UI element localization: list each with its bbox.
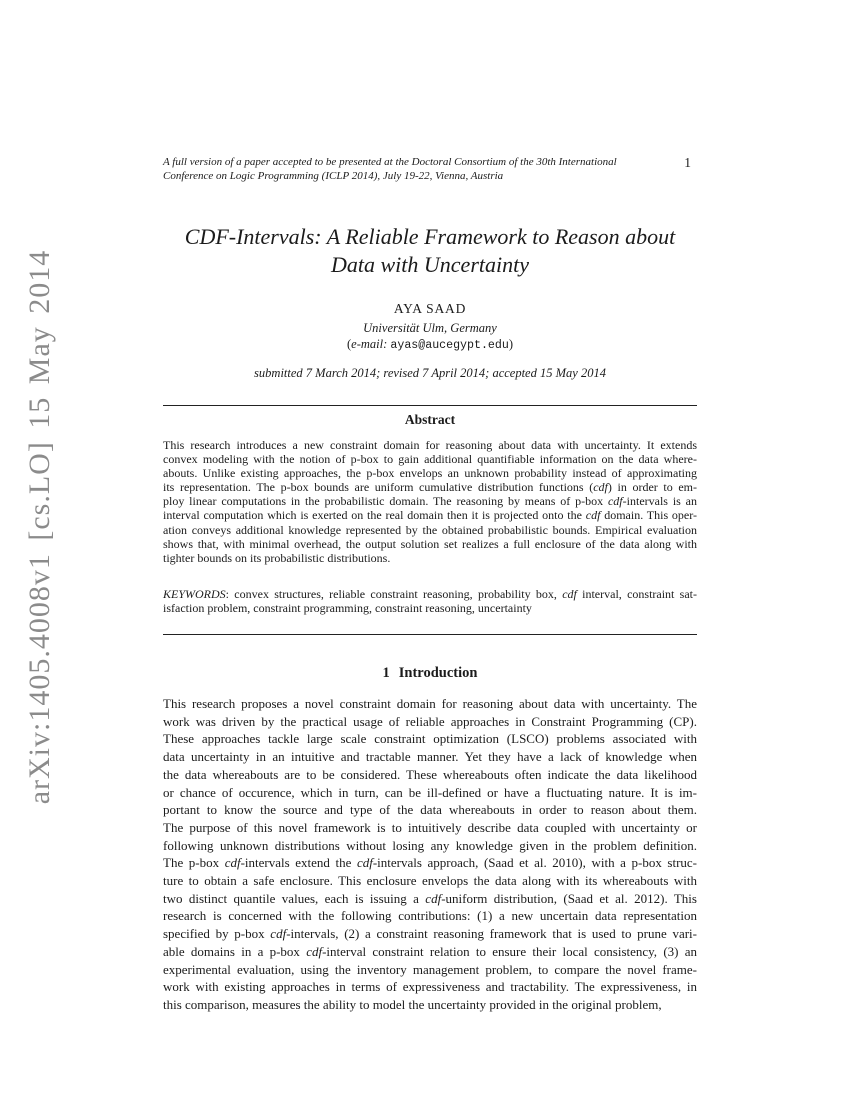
abstract-body: [163, 438, 697, 565]
intro-line: research is concerned with the following contributions: (1) a new uncertain data representation: [163, 908, 697, 924]
intro-line: portant to know the source and type of the data whereabouts in order to reason about them.: [163, 802, 697, 818]
page-number: 1: [684, 155, 691, 170]
intro-line: specified by p-box cdf-intervals, (2) a constraint reasoning framework that is used to prune vari-: [163, 926, 697, 942]
section-heading: [163, 665, 697, 682]
intro-line: work was driven by the practical usage of reliable approaches in Constraint Programming (CP).: [163, 713, 697, 729]
intro-line: The p-box cdf-intervals extend the cdf-intervals approach, (Saad et al. 2010), with a p-box struc-: [163, 855, 698, 871]
abstract-bottom-rule: [163, 634, 697, 635]
paper-title: [163, 223, 697, 279]
submission-dates: submitted 7 March 2014; revised 7 April 2014; accepted 15 May 2014: [254, 366, 606, 380]
intro-line: following unknown distributions without losing any knowledge given in the problem definition.: [163, 837, 697, 853]
paper-title-line2: Data with Uncertainty: [331, 252, 529, 277]
abstract-line: convex modeling with the notion of p-box to gain additional quantifiable information on the data where-: [163, 452, 697, 467]
introduction-body: [163, 695, 697, 1014]
arxiv-watermark: arXiv:1405.4008v1 [cs.LO] 15 May 2014: [23, 249, 56, 805]
intro-line: The purpose of this novel framework is to intuitively describe data coupled with uncertainty or: [163, 819, 697, 835]
intro-line: This research proposes a novel constraint domain for reasoning about data with uncertainty. The: [163, 696, 697, 712]
abstract-heading: Abstract: [404, 412, 456, 427]
author-affiliation: Universität Ulm, Germany: [363, 321, 497, 335]
intro-line: experimental evaluation, using the inventory management problem, to compare the novel frame-: [163, 961, 697, 977]
running-header: [163, 156, 697, 183]
author-email: (e-mail: ayas@aucegypt.edu): [346, 337, 513, 352]
acceptance-note-line1: A full version of a paper accepted to be presented at the Doctoral Consortium of the 30th International: [163, 156, 617, 168]
keywords-block: [163, 587, 697, 615]
intro-line: this comparison, measures the ability to model the uncertainty provided in the original problem,: [163, 996, 662, 1012]
section-number: 1: [382, 665, 390, 682]
section-title: Introduction: [398, 665, 478, 682]
abstract-line: interval computation which is exerted on the real domain then it is projected onto the cdf domain. This oper-: [163, 508, 697, 523]
intro-line: data uncertainty in an intuitive and tractable manner. Yet they have a lack of knowledge when: [163, 749, 697, 765]
intro-line: work with existing approaches in terms of expressiveness and tractability. The expressiveness, in: [163, 979, 697, 995]
abstract-line: its representation. The p-box bounds are uniform cumulative distribution functions (cdf) in order to em-: [163, 480, 698, 495]
abstract-line: abouts. Unlike existing approaches, the p-box envelops an unknown probability instead of approximating: [163, 466, 697, 481]
abstract-line: This research introduces a new constraint domain for reasoning about data with uncertainty. It extends: [163, 438, 697, 452]
intro-line: the data whereabouts are to be considered. These whereabouts often indicate the data likelihood: [163, 766, 697, 782]
intro-line: ture to obtain a safe enclosure. This enclosure envelops the data along with its whereabouts with: [163, 873, 697, 889]
abstract-top-rule: [163, 405, 697, 406]
intro-line: two distinct quantile values, each is issuing a cdf-uniform distribution, (Saad et al. 2012). This: [163, 890, 697, 906]
abstract-line: ploy linear computations in the probabilistic domain. The reasoning by means of p-box cdf-intervals is an: [163, 494, 697, 509]
intro-line: able domains in a p-box cdf-interval constraint relation to ensure their local consistency, (3) an: [163, 943, 697, 959]
keywords-line: isfaction problem, constraint programming, constraint reasoning, uncertainty: [163, 600, 532, 615]
text-column: [163, 0, 697, 1014]
intro-line: or chance of occurence, which in turn, can be ill-defined or have a fluctuating nature. It is im-: [163, 784, 697, 800]
author-name: AYA SAAD: [393, 301, 467, 316]
acceptance-note: [163, 156, 617, 183]
abstract-line: shows that, with minimal overhead, the output solution set realizes a full enclosure of the data along with: [163, 536, 697, 551]
paper-title-line1: CDF-Intervals: A Reliable Framework to Reason about: [184, 224, 676, 249]
keywords-line: KEYWORDS: convex structures, reliable constraint reasoning, probability box, cdf interval, constraint sat-: [163, 586, 698, 601]
abstract-line: ation conveys additional knowledge represented by the obtained probabilistic bounds. Empirical evaluation: [163, 522, 697, 537]
intro-line: These approaches tackle large scale constraint optimization (LSCO) problems associated with: [163, 731, 697, 747]
abstract-line: tighter bounds on its probabilistic distributions.: [163, 550, 391, 565]
acceptance-note-line2: Conference on Logic Programming (ICLP 2014), July 19-22, Vienna, Austria: [163, 169, 504, 182]
